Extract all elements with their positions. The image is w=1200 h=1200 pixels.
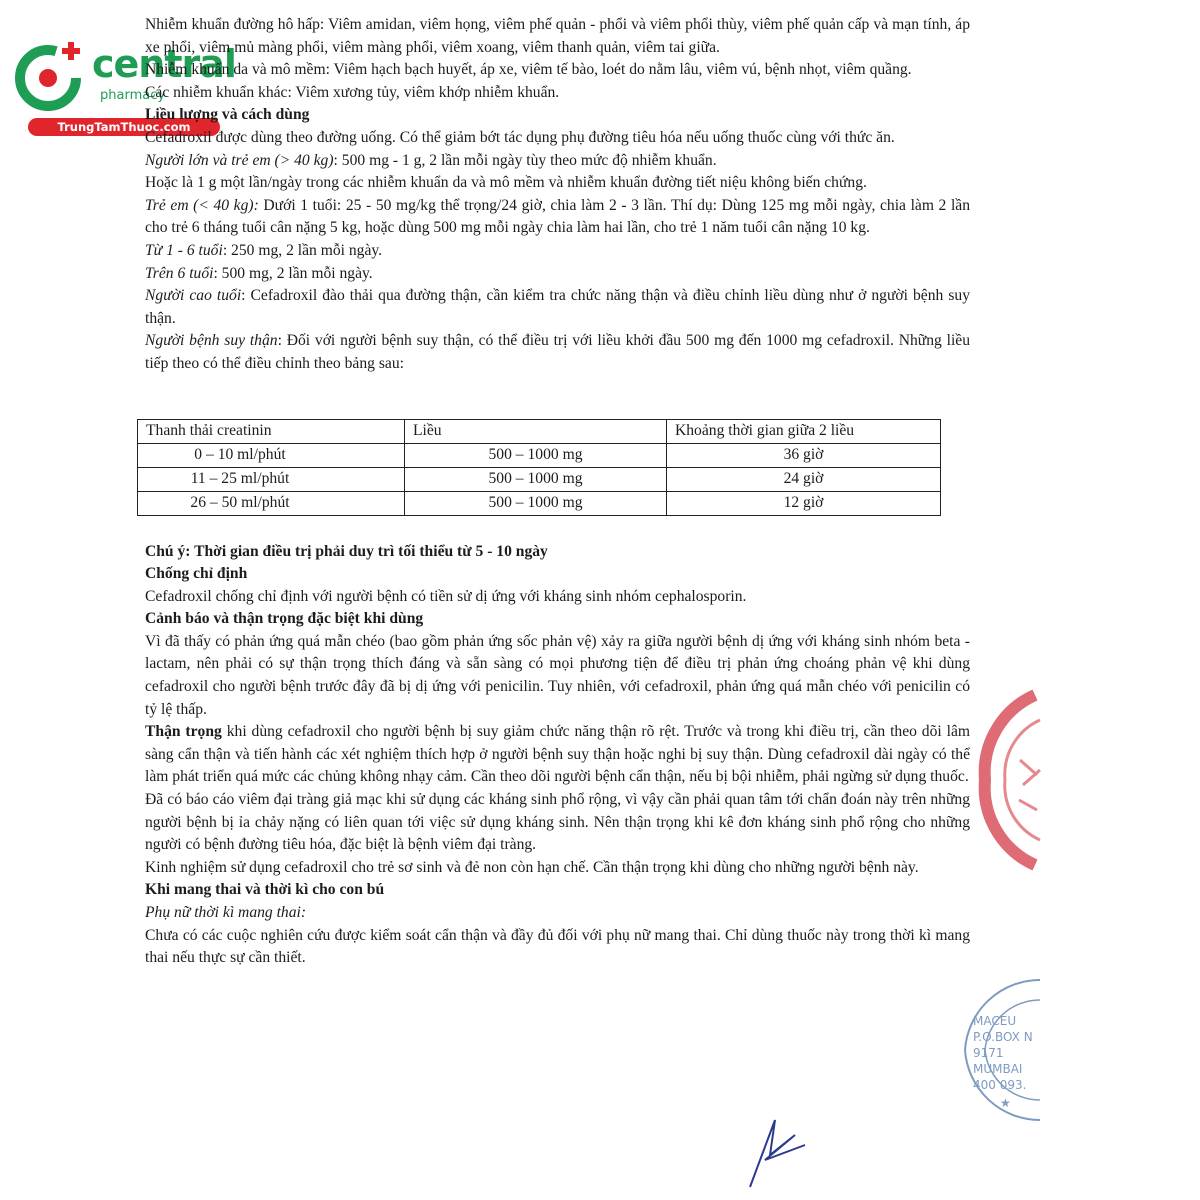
duration-note: Chú ý: Thời gian điều trị phải duy trì tối thiểu từ 5 - 10 ngày [145, 542, 548, 560]
table-row [138, 491, 941, 515]
indication-other: Các nhiễm khuẩn khác: Viêm xương tủy, viêm khớp nhiễm khuẩn. [145, 83, 560, 101]
logo-name: central [92, 42, 236, 86]
pregnancy-subheading: Phụ nữ thời kì mang thai: [145, 904, 307, 921]
table-cell: 500 – 1000 mg [405, 491, 667, 515]
elderly-dose [145, 285, 970, 330]
warning-paragraph: Vì đã thấy có phản ứng quá mẫn chéo (bao gồm phản ứng sốc phản vệ) xảy ra giữa người bệnh dị ứng với kháng sinh nhóm beta - lactam, nên phải có sự thận trọng thích đáng và sẵn sàng có mọi phương tiện để điều trị phản ứng choáng phản vệ khi dùng cefadroxil cho người bệnh trước đây đã bị dị ứng với penicilin. Tuy nhiên, với cefadroxil, phản ứng quá mẫn chéo với penicilin có tỷ lệ thấp. [145, 632, 970, 718]
warning-heading: Cảnh báo và thận trọng đặc biệt khi dùng [145, 610, 424, 628]
age-1-6-dose [145, 240, 970, 263]
adult-label: Người lớn và trẻ em (> 40 kg) [145, 151, 334, 169]
adult-text: : 500 mg - 1 g, 2 lần mỗi ngày tùy theo mức độ nhiễm khuẩn. [333, 151, 717, 169]
table-cell: 24 giờ [667, 467, 941, 491]
caution-paragraph [145, 721, 970, 789]
age-6-text: : 500 mg, 2 lần mỗi ngày. [213, 264, 373, 282]
elderly-label: Người cao tuổi [145, 287, 242, 305]
renal-text: : Đối với người bệnh suy thận, có thể điều trị với liều khởi đầu 500 mg đến 1000 mg cefadroxil. Những liều tiếp theo có thể điều chỉnh theo bảng sau: [145, 332, 971, 372]
age-1-6-text: : 250 mg, 2 lần mỗi ngày. [222, 241, 383, 259]
table-cell: 12 giờ [667, 491, 941, 515]
neonate-paragraph: Kinh nghiệm sử dụng cefadroxil cho trẻ sơ sinh và đẻ non còn hạn chế. Cần thận trọng khi dùng cho những người bệnh này. [145, 858, 919, 876]
signature-icon [745, 1115, 815, 1190]
svg-text:★: ★ [1000, 1096, 1011, 1110]
table-header: Thanh thải creatinin [138, 419, 405, 443]
logo-site: TrungTamThuoc.com [28, 118, 220, 136]
table-cell: 500 – 1000 mg [405, 443, 667, 467]
table-cell: 0 – 10 ml/phút [138, 443, 405, 467]
pregnancy-text: Chưa có các cuộc nghiên cứu được kiểm soát cẩn thận và đầy đủ đối với phụ nữ mang thai. Chỉ dùng thuốc này trong thời kì mang thai nếu thực sự cần thiết. [145, 926, 970, 967]
child-label: Trẻ em (< 40 kg): [145, 196, 259, 214]
table-row [138, 467, 941, 491]
caution-text: khi dùng cefadroxil cho người bệnh bị suy giảm chức năng thận rõ rệt. Trước và trong khi điều trị, cần theo dõi lâm sàng cẩn thận và tiến hành các xét nghiệm thích hợp ở người bệnh suy thận hoặc nghi bị suy thận. Dùng cefadroxil dài ngày có thể làm phát triển quá mức các chủng không nhạy cảm. Cần theo dõi người bệnh cẩn thận, nếu bị bội nhiễm, phải ngừng sử dụng thuốc. [145, 723, 971, 786]
pregnancy-heading: Khi mang thai và thời kì cho con bú [145, 881, 385, 899]
table-header: Liều [405, 419, 667, 443]
table-header: Khoảng thời gian giữa 2 liều [667, 419, 941, 443]
adult-alt-dose: Hoặc là 1 g một lần/ngày trong các nhiễm khuẩn da và mô mềm và nhiễm khuẩn đường tiết niệu không biến chứng. [145, 174, 867, 192]
renal-label: Người bệnh suy thận [145, 332, 278, 350]
logo-mark-icon [10, 38, 90, 118]
document-body [145, 14, 970, 970]
blue-stamp-text: MACEU P.O.BOX N 9171 MUMBAI 400 093. [973, 1014, 1033, 1092]
age-6-dose [145, 263, 970, 286]
contraindication-text: Cefadroxil chống chỉ định với người bệnh có tiền sử dị ứng với kháng sinh nhóm cephalosporin. [145, 587, 747, 605]
table-cell: 26 – 50 ml/phút [138, 491, 405, 515]
table-cell: 11 – 25 ml/phút [138, 467, 405, 491]
renal-dose [145, 330, 970, 375]
caution-bold: Thận trọng [145, 723, 222, 741]
dosage-intro: Cefadroxil được dùng theo đường uống. Có thể giảm bớt tác dụng phụ đường tiêu hóa nếu uống thuốc cùng với thức ăn. [145, 128, 895, 146]
logo-sub: pharmacy [100, 88, 166, 103]
child-dose [145, 195, 970, 240]
table-cell: 36 giờ [667, 443, 941, 467]
indication-skin: Nhiễm khuẩn da và mô mềm: Viêm hạch bạch huyết, áp xe, viêm tế bào, loét do nằm lâu, viêm vú, bệnh nhọt, viêm quầng. [145, 61, 912, 79]
contraindication-heading: Chống chỉ định [145, 565, 248, 583]
table-row [138, 443, 941, 467]
indication-respiratory: Nhiễm khuẩn đường hô hấp: Viêm amidan, viêm họng, viêm phế quản - phổi và viêm phổi thùy, viêm phế quản cấp và mạn tính, áp xe phổi, viêm mủ màng phổi, viêm màng phổi, viêm xoang, viêm thanh quản, viêm tai giữa. [145, 16, 970, 56]
child-text: Dưới 1 tuổi: 25 - 50 mg/kg thể trọng/24 giờ, chia làm 2 - 3 lần. Thí dụ: Dùng 125 mg mỗi ngày, chia làm 2 lần cho trẻ 6 tháng tuổi cân nặng 5 kg, hoặc dùng 500 mg mỗi ngày chia làm hai lần, cho trẻ 1 năm tuổi cân nặng 10 kg. [145, 196, 970, 237]
dosage-heading: Liều lượng và cách dùng [145, 106, 310, 124]
age-1-6-label: Từ 1 - 6 tuổi [145, 241, 223, 259]
table-header-row [138, 419, 941, 443]
colitis-paragraph: Đã có báo cáo viêm đại tràng giả mạc khi sử dụng các kháng sinh phổ rộng, vì vậy cần phải quan tâm tới chẩn đoán này trên những người bệnh bị ỉa chảy nặng có liên quan tới việc sử dụng kháng sinh. Nên thận trọng khi kê đơn kháng sinh phổ rộng cho những người có bệnh đường tiêu hóa, đặc biệt là bệnh viêm đại tràng. [145, 791, 970, 854]
age-6-label: Trên 6 tuổi [145, 264, 214, 282]
renal-dose-table [137, 419, 941, 516]
elderly-text: : Cefadroxil đào thải qua đường thận, cần kiểm tra chức năng thận và điều chỉnh liều dùng như ở người bệnh suy thận. [145, 287, 970, 327]
adult-dose [145, 150, 970, 173]
red-seal-stamp [975, 690, 1045, 870]
blue-stamp [955, 975, 1045, 1125]
table-cell: 500 – 1000 mg [405, 467, 667, 491]
